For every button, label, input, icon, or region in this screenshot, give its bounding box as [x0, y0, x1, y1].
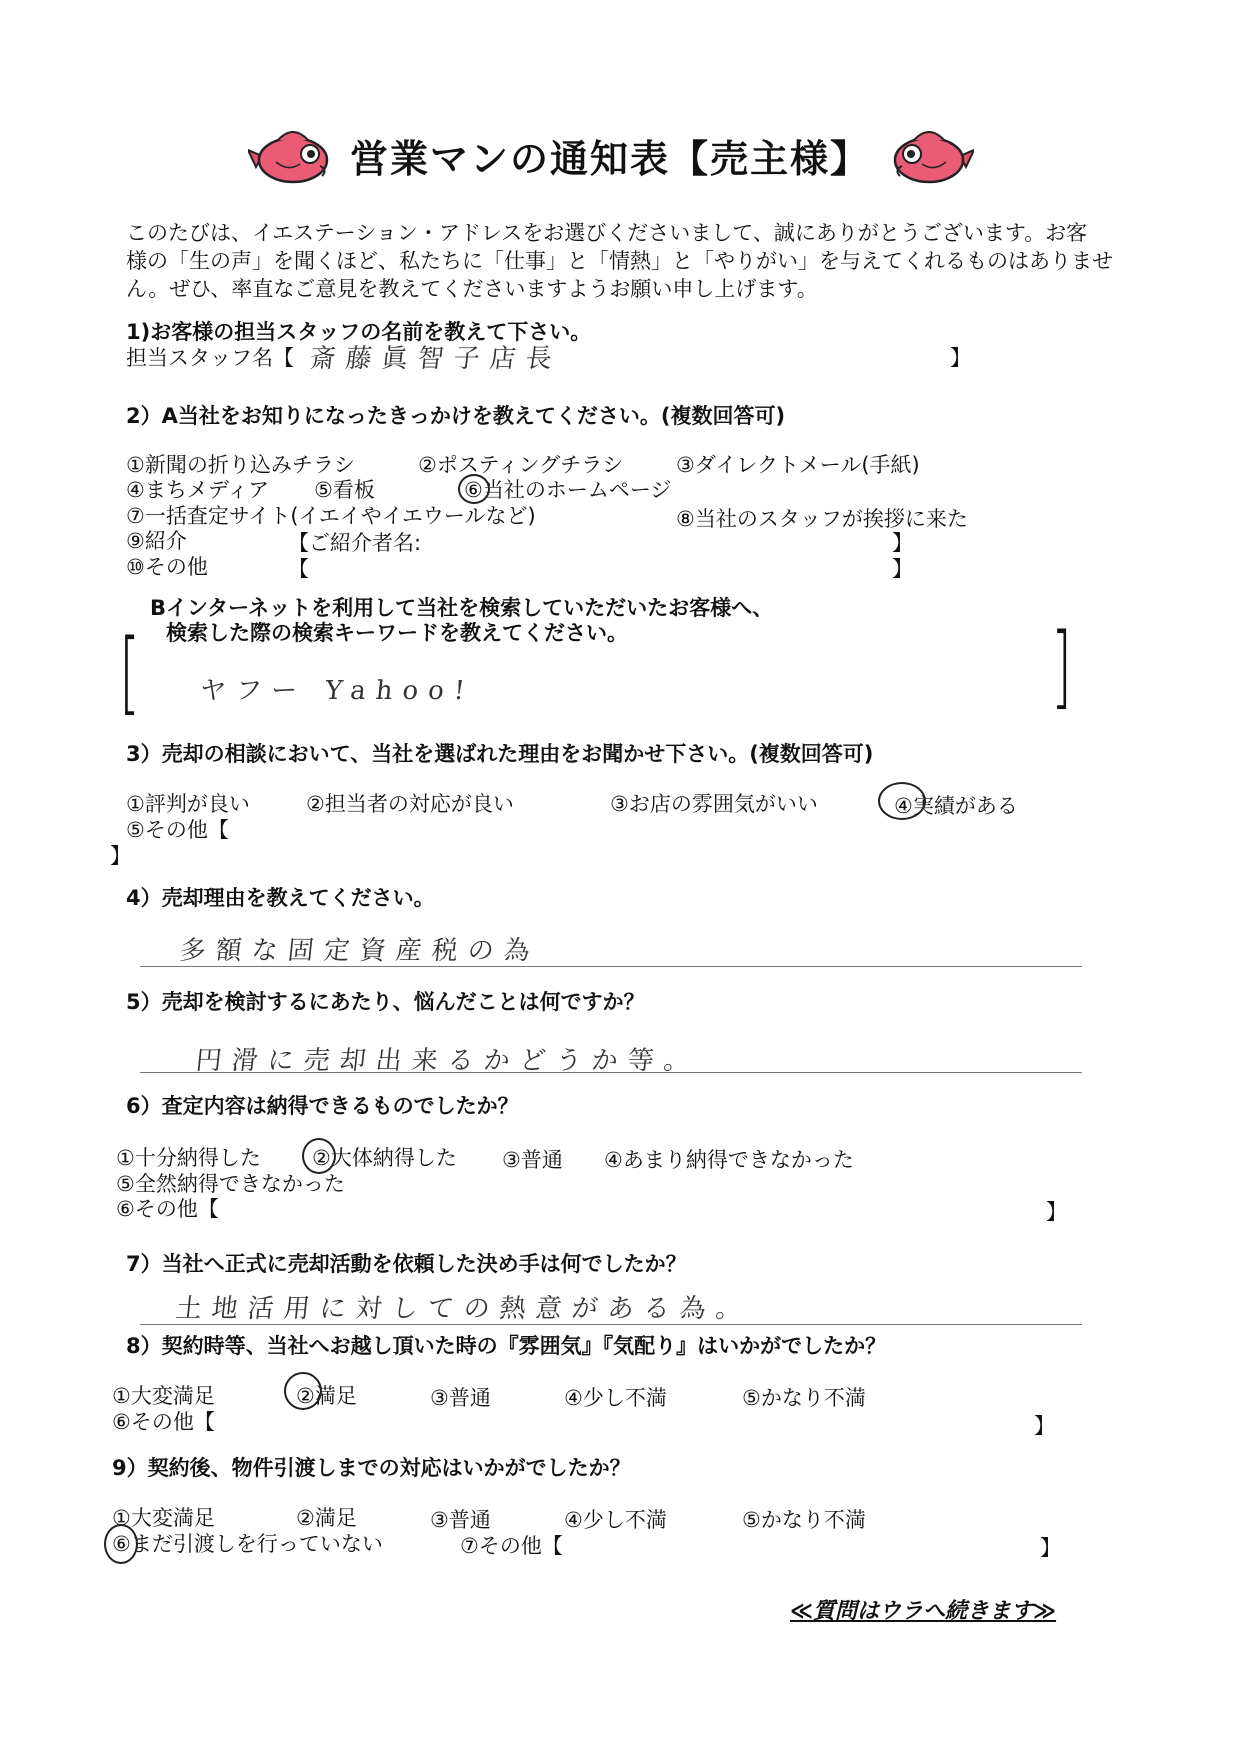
continued-on-back-note: ≪質問はウラへ続きます≫	[790, 1599, 1057, 1624]
q9-option-6-circle	[104, 1524, 138, 1564]
q2b-bracket-right: ]	[1051, 614, 1073, 719]
q3-option-2[interactable]: ②担当者の対応が良い	[306, 792, 514, 816]
q1-staff-answer: 斎藤眞智子店長	[308, 344, 564, 374]
q2-option-5[interactable]: ⑤看板	[314, 478, 375, 502]
q4-question: 4）売却理由を教えてください。	[126, 886, 435, 910]
q3-option-4-circle	[878, 782, 926, 820]
q6-option-6[interactable]: ⑥その他【	[116, 1197, 219, 1221]
q9-option-7[interactable]: ⑦その他【	[460, 1534, 563, 1558]
q8-option-5[interactable]: ⑤かなり不満	[742, 1386, 866, 1410]
q6-option-4[interactable]: ④あまり納得できなかった	[604, 1148, 854, 1172]
q3-option-5[interactable]: ⑤その他【	[126, 818, 229, 842]
q6-option-5[interactable]: ⑤全然納得できなかった	[116, 1172, 345, 1196]
q2-option-1[interactable]: ①新聞の折り込みチラシ	[126, 453, 355, 477]
q6-option-2[interactable]: ②大体納得した	[312, 1146, 457, 1170]
intro-line-1: このたびは、イエステーション・アドレスをお選びくださいまして、誠にありがとうございます。お客	[126, 221, 1088, 245]
page-title: 営業マンの通知表【売主様】	[350, 137, 871, 181]
q2-option-7[interactable]: ⑦一括査定サイト(イエイやイエウールなど)	[126, 504, 536, 528]
q3-other-close: 】	[110, 844, 131, 868]
q8-question: 8）契約時等、当社へお越し頂いた時の『雰囲気』『気配り』はいかがでしたか？	[126, 1334, 887, 1358]
q7-answer: 土地活用に対しての熱意がある為。	[174, 1294, 754, 1324]
q2-option-4[interactable]: ④まちメディア	[126, 478, 270, 502]
q1-close-bracket: 】	[950, 346, 971, 370]
q8-option-4[interactable]: ④少し不満	[564, 1386, 667, 1410]
q9-question: 9）契約後、物件引渡しまでの対応はいかがでしたか？	[112, 1456, 631, 1480]
q8-option-6[interactable]: ⑥その他【	[112, 1410, 215, 1434]
q8-other-close: 】	[1034, 1414, 1055, 1438]
q9-option-2[interactable]: ②満足	[296, 1506, 357, 1530]
q9-option-5[interactable]: ⑤かなり不満	[742, 1508, 866, 1532]
q2b-question-line-1: Bインターネットを利用して当社を検索していただいたお客様へ、	[150, 596, 774, 620]
q7-question: 7）当社へ正式に売却活動を依頼した決め手は何でしたか？	[126, 1252, 687, 1276]
q7-answer-line	[140, 1324, 1082, 1325]
q1-staff-label: 担当スタッフ名【	[126, 346, 294, 370]
q2-referral-label: 【ご紹介者名:	[288, 531, 422, 555]
q3-option-1[interactable]: ①評判が良い	[126, 792, 250, 816]
intro-line-3: ん。ぜひ、率直なご意見を教えてくださいますようお願い申し上げます。	[126, 277, 818, 301]
fish-icon-left	[248, 122, 338, 192]
q3-option-4[interactable]: ④実績がある	[894, 794, 1018, 818]
q2-option-3[interactable]: ③ダイレクトメール(手紙)	[676, 453, 920, 477]
q2-option-2[interactable]: ②ポスティングチラシ	[418, 453, 624, 477]
q3-question: 3）売却の相談において、当社を選ばれた理由をお聞かせ下さい。(複数回答可)	[126, 742, 874, 766]
q8-option-2[interactable]: ②満足	[296, 1384, 357, 1408]
q2b-keyword-answer: ヤフー Yahoo!	[198, 676, 476, 706]
q2-other-open: 【	[288, 557, 309, 581]
intro-line-2: 様の「生の声」を聞くほど、私たちに「仕事」と「情熱」と「やりがい」を与えてくれるものはありませ	[126, 249, 1113, 273]
q8-option-2-circle	[284, 1372, 322, 1410]
q1-question: 1)お客様の担当スタッフの名前を教えて下さい。	[126, 320, 592, 344]
q2-option-8[interactable]: ⑧当社のスタッフが挨拶に来た	[676, 507, 968, 531]
q9-option-1[interactable]: ①大変満足	[112, 1506, 215, 1530]
q2b-question-line-2: 検索した際の検索キーワードを教えてください。	[166, 621, 628, 645]
q6-other-close: 】	[1046, 1200, 1067, 1224]
q8-option-1[interactable]: ①大変満足	[112, 1384, 215, 1408]
q2-option-10[interactable]: ⑩その他	[126, 555, 208, 579]
q2-option-9[interactable]: ⑨紹介	[126, 529, 187, 553]
q3-option-3[interactable]: ③お店の雰囲気がいい	[610, 792, 818, 816]
fish-icon-right	[884, 122, 974, 192]
q9-option-4[interactable]: ④少し不満	[564, 1508, 667, 1532]
q9-option-6[interactable]: ⑥まだ引渡しを行っていない	[112, 1532, 383, 1556]
q4-answer: 多額な固定資産税の為	[178, 936, 542, 966]
q6-option-1[interactable]: ①十分納得した	[116, 1146, 261, 1170]
q2-option-6[interactable]: ⑥当社のホームページ	[464, 478, 672, 502]
q9-other-close: 】	[1040, 1536, 1061, 1560]
q4-answer-line	[140, 966, 1082, 967]
q2-question: 2）A当社をお知りになったきっかけを教えてください。(複数回答可)	[126, 404, 786, 428]
q6-question: 6）査定内容は納得できるものでしたか？	[126, 1094, 519, 1118]
q5-question: 5）売却を検討するにあたり、悩んだことは何ですか？	[126, 990, 645, 1014]
q5-answer-line	[140, 1072, 1082, 1073]
q2-other-close: 】	[892, 557, 913, 581]
q9-option-3[interactable]: ③普通	[430, 1508, 491, 1532]
q2b-bracket-left: [	[119, 620, 141, 725]
q5-answer: 円滑に売却出来るかどうか等。	[194, 1046, 702, 1076]
q2-referral-close: 】	[892, 531, 913, 555]
q6-option-3[interactable]: ③普通	[502, 1148, 563, 1172]
q8-option-3[interactable]: ③普通	[430, 1386, 491, 1410]
